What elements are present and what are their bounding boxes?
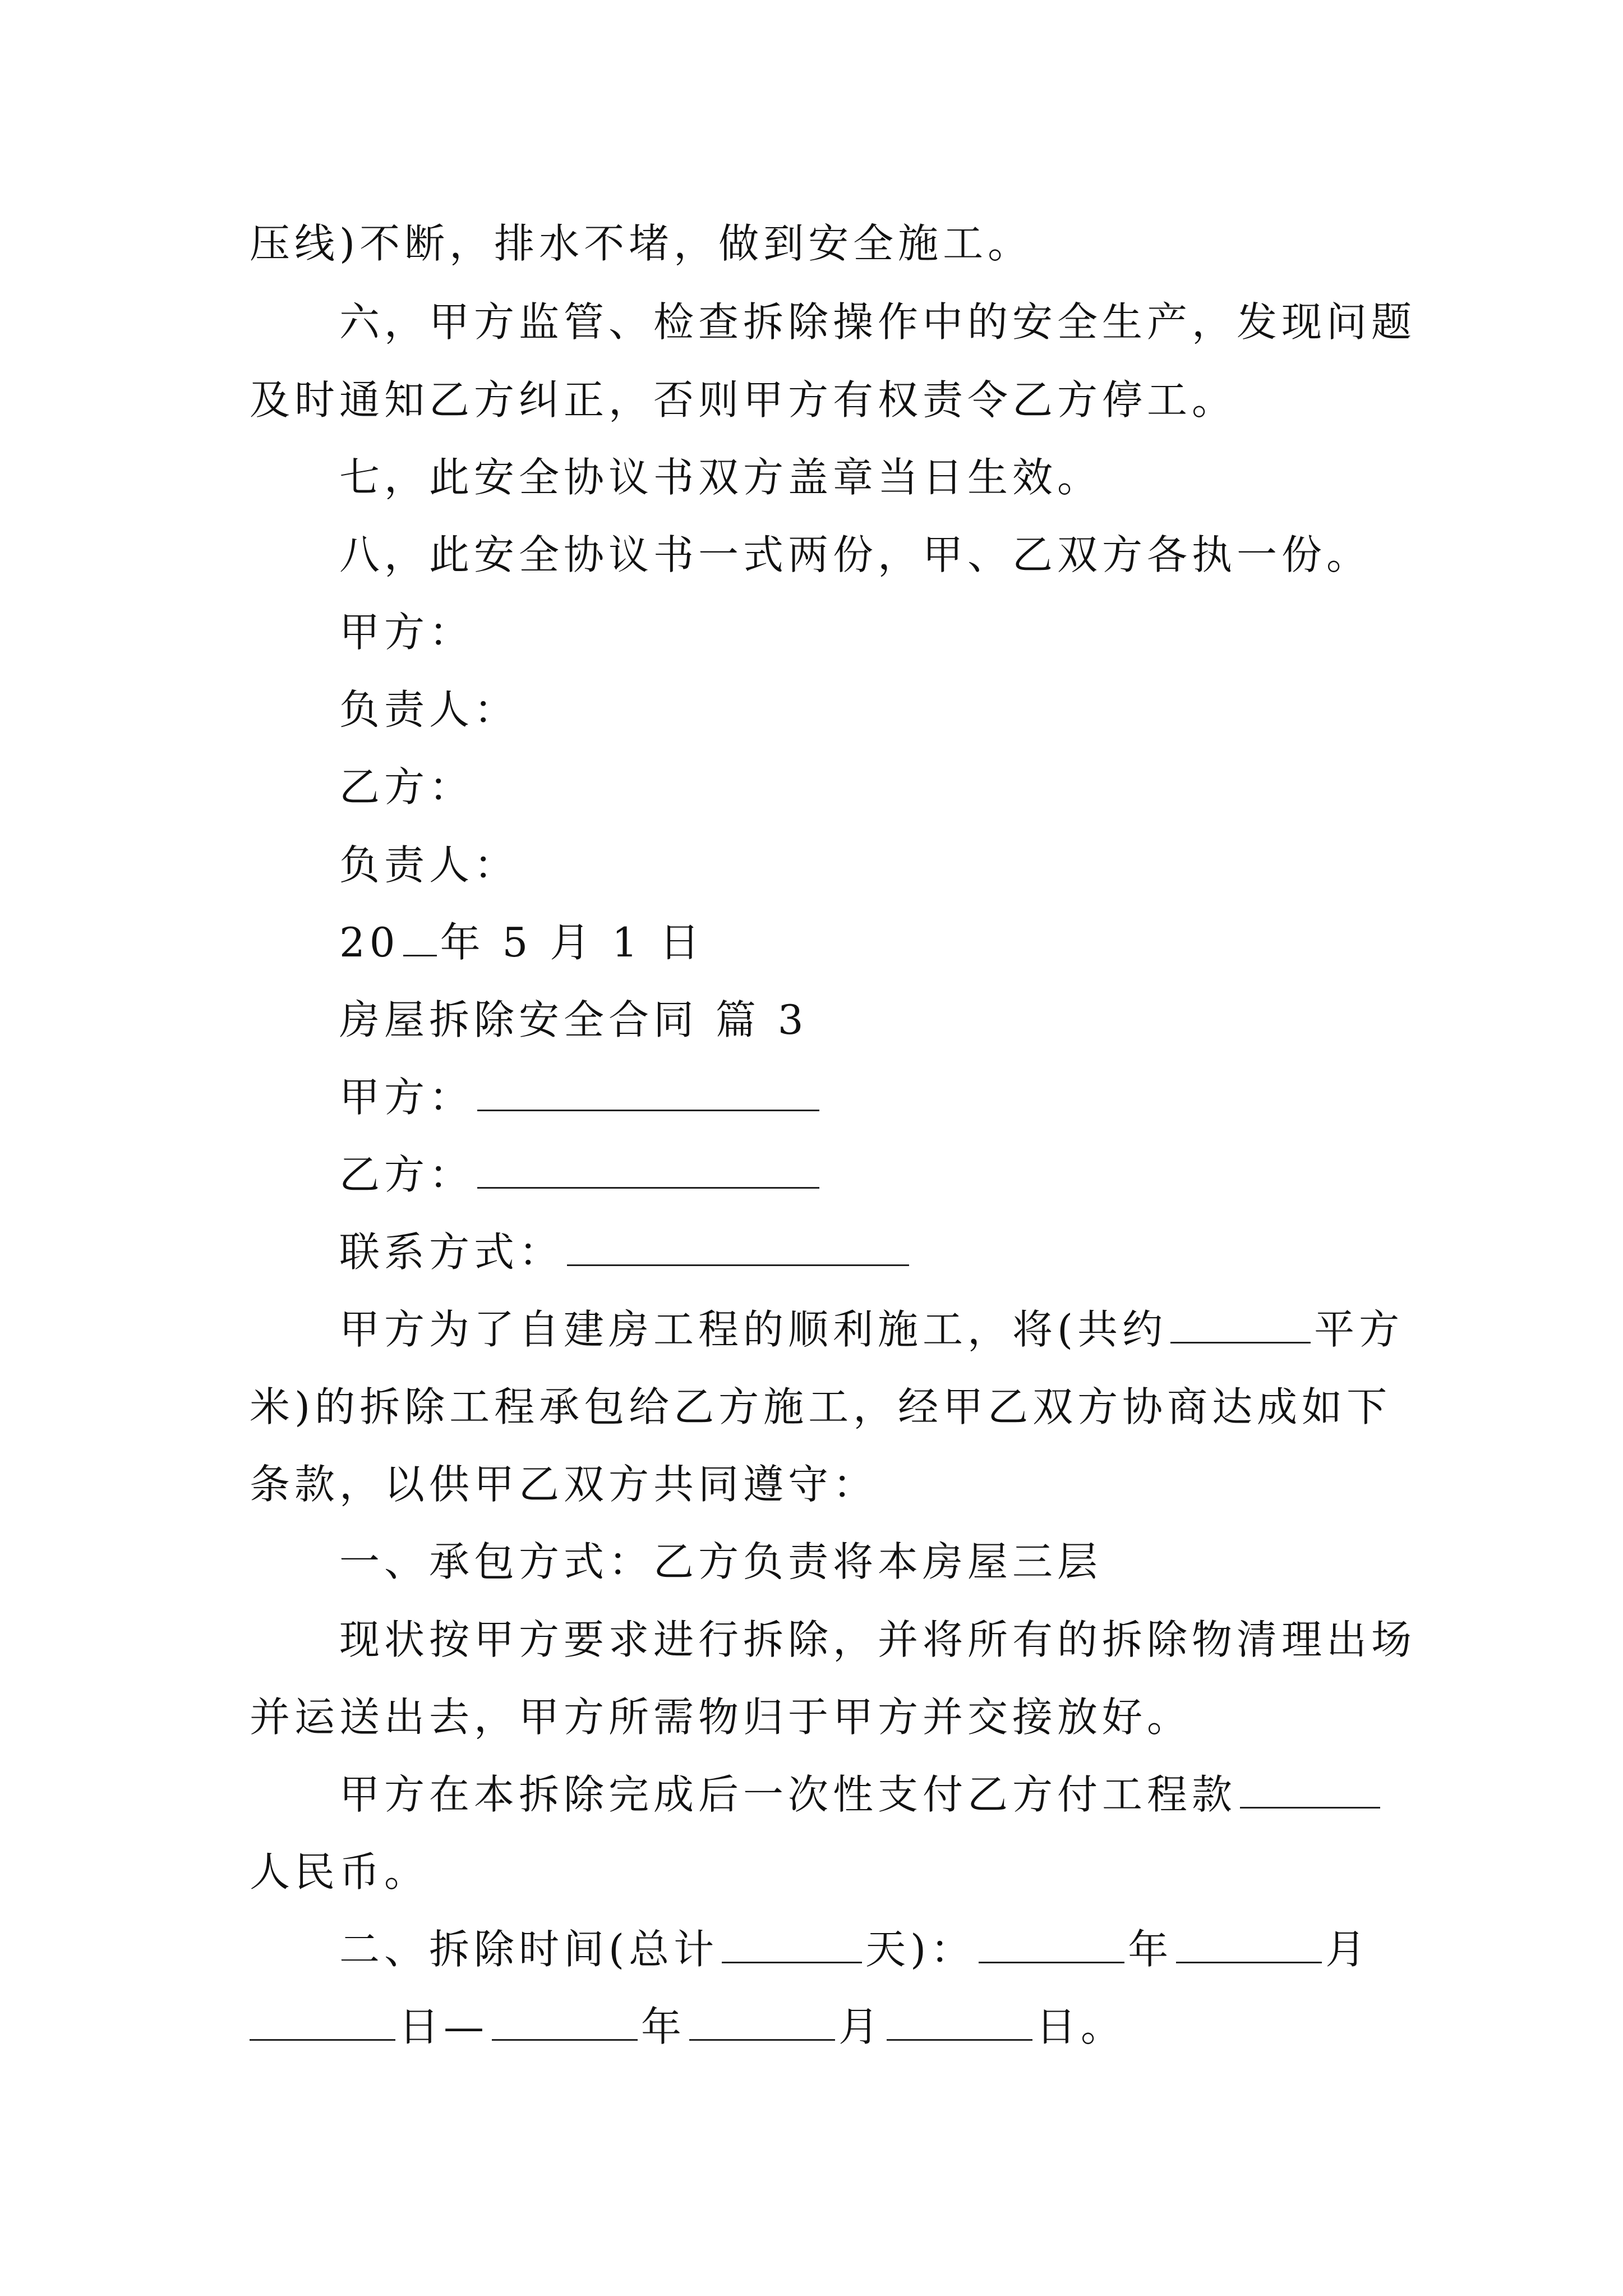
contact-line [339,1228,912,1276]
party-b-label: 乙方： [339,763,474,811]
clause-two-continued [250,2003,1126,2050]
contact-blank [567,1232,909,1266]
text-line: 及时通知乙方纠正，否则甲方有权责令乙方停工。 [250,376,1237,424]
end-day-unit: 日。 [1036,2003,1126,2050]
start-month-blank [1176,1929,1322,1963]
contract-party-a-line [339,1074,823,1121]
year-blank [403,922,437,956]
text-line: 现状按甲方要求进行拆除，并将所有的拆除物清理出场 [339,1616,1417,1663]
start-day-unit: 日— [399,2003,489,2050]
contract-party-b-label: 乙方： [339,1151,474,1198]
intro-line [339,1306,1404,1353]
area-unit: 平方 [1314,1306,1404,1353]
end-year-blank [492,2007,638,2041]
intro-text: 甲方为了自建房工程的顺利施工，将(共约 [339,1306,1168,1353]
year-prefix: 20 [339,919,400,966]
date-line [339,919,704,966]
start-month-unit: 月 [1325,1926,1371,1973]
duration-text: 二、拆除时间(总计 [339,1926,719,1973]
clause-one: 一、承包方式：乙方负责将本房屋三层 [339,1538,1103,1585]
area-blank [1170,1309,1311,1343]
party-a-blank [477,1077,819,1111]
days-unit: 天)： [865,1926,976,1973]
party-b-blank [477,1154,819,1189]
clause-eight: 八，此安全协议书一式两份，甲、乙双方各执一份。 [339,531,1372,578]
end-month-unit: 月 [838,2003,884,2050]
clause-seven: 七，此安全协议书双方盖章当日生效。 [339,454,1103,501]
payment-text: 甲方在本拆除完成后一次性支付乙方付工程款 [339,1771,1237,1818]
end-month-blank [689,2007,835,2041]
contract-party-a-label: 甲方： [339,1074,474,1121]
end-day-blank [887,2007,1032,2041]
start-year-blank [979,1929,1124,1963]
text-line: 米)的拆除工程承包给乙方施工，经甲乙双方协商达成如下 [250,1383,1392,1430]
contract-party-b-line [339,1151,823,1198]
date-rest: 年 5 月 1 日 [440,919,704,966]
start-day-blank [250,2007,395,2041]
days-blank [722,1929,862,1963]
party-b-representative-label: 负责人： [339,841,519,889]
text-line: 压线)不断，排水不堵，做到安全施工。 [250,220,1033,267]
clause-two-line [339,1926,1371,1973]
party-a-label: 甲方： [339,609,474,656]
currency-line: 人民币。 [250,1848,430,1895]
section-heading: 房屋拆除安全合同 篇 3 [339,996,808,1043]
clause-six: 六，甲方监管、检查拆除操作中的安全生产，发现问题 [339,298,1417,346]
text-line: 并运送出去，甲方所需物归于甲方并交接放好。 [250,1694,1192,1741]
end-year-unit: 年 [641,2003,686,2050]
party-a-representative-label: 负责人： [339,686,519,733]
payment-line [339,1771,1384,1818]
payment-blank [1240,1774,1380,1809]
text-line: 条款，以供甲乙双方共同遵守： [250,1461,878,1508]
contact-label: 联系方式： [339,1228,564,1276]
start-year-unit: 年 [1128,1926,1173,1973]
